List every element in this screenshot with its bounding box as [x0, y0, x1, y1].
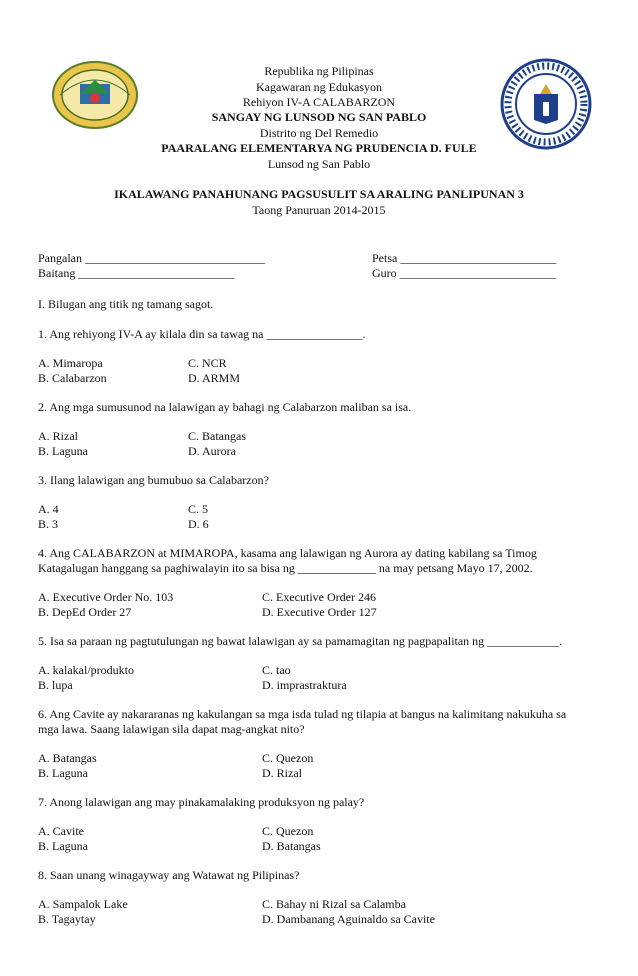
q1-choice-d: D. ARMM [188, 371, 241, 385]
q7-choice-c: C. Quezon [262, 824, 314, 838]
q6-choice-a: A. Batangas [38, 751, 97, 765]
school-year: Taong Panuruan 2014-2015 [252, 203, 386, 217]
question-6-line-1: 6. Ang Cavite ay nakararanas ng kakulangan sa mga isda tulad ng tilapia at bangus na kalimitang nakukuha sa [38, 707, 567, 721]
header-distrito: Distrito ng Del Remedio [259, 126, 379, 140]
instructions: I. Bilugan ang titik ng tamang sagot. [38, 297, 214, 311]
header-school-name: PAARALANG ELEMENTARYA NG PRUDENCIA D. FULE [161, 141, 477, 155]
q5-choice-a: A. kalakal/produkto [38, 663, 134, 677]
q5-choice-d: D. imprastraktura [262, 678, 347, 692]
q8-choice-a: A. Sampalok Lake [38, 897, 128, 911]
q3-choice-a: A. 4 [38, 502, 59, 516]
q4-choice-d: D. Executive Order 127 [262, 605, 377, 619]
q7-choice-d: D. Batangas [262, 839, 321, 853]
q6-choice-b: B. Laguna [38, 766, 88, 780]
header-rehiyon: Rehiyon IV-A CALABARZON [242, 95, 396, 109]
q5-choice-c: C. tao [262, 663, 291, 677]
question-2: 2. Ang mga sumusunod na lalawigan ay bahagi ng Calabarzon maliban sa isa. [38, 400, 412, 414]
question-6-line-2: mga lawa. Saang lalawigan sila dapat mag-angkat nito? [38, 722, 305, 736]
q7-choice-b: B. Laguna [38, 839, 88, 853]
q2-choice-c: C. Batangas [188, 429, 246, 443]
header-republika: Republika ng Pilipinas [264, 64, 374, 78]
q8-choice-d: D. Dambanang Aguinaldo sa Cavite [262, 912, 435, 926]
q1-choice-b: B. Calabarzon [38, 371, 107, 385]
q2-choice-d: D. Aurora [188, 444, 236, 458]
question-4-line-1: 4. Ang CALABARZON at MIMAROPA, kasama ang lalawigan ng Aurora ay dating kabilang sa Timog [38, 546, 537, 560]
q2-choice-a: A. Rizal [38, 429, 78, 443]
q4-choice-c: C. Executive Order 246 [262, 590, 376, 604]
q1-choice-c: C. NCR [188, 356, 227, 370]
q3-choice-b: B. 3 [38, 517, 59, 531]
question-7: 7. Anong lalawigan ang may pinakamalaking produksyon ng palay? [38, 795, 365, 809]
header-sangay: SANGAY NG LUNSOD NG SAN PABLO [211, 110, 427, 124]
question-3: 3. Ilang lalawigan ang bumubuo sa Calabarzon? [38, 473, 269, 487]
field-baitang: Baitang __________________________ [38, 266, 235, 280]
exam-title: IKALAWANG PANAHUNANG PAGSUSULIT SA ARALING PANLIPUNAN 3 [114, 187, 524, 201]
q2-choice-b: B. Laguna [38, 444, 88, 458]
q3-choice-c: C. 5 [188, 502, 209, 516]
question-1: 1. Ang rehiyong IV-A ay kilala din sa tawag na ________________. [38, 327, 366, 341]
field-petsa: Petsa __________________________ [372, 251, 557, 265]
field-pangalan: Pangalan ______________________________ [38, 251, 265, 265]
question-5: 5. Isa sa paraan ng pagtutulungan ng bawat lalawigan ay sa pamamagitan ng pagpapalitan ng ____________. [38, 634, 563, 648]
header-lunsod: Lunsod ng San Pablo [267, 157, 371, 171]
q3-choice-d: D. 6 [188, 517, 209, 531]
question-4-line-2: Katagalugan hanggang sa paghiwalayin ito sa bisa ng _____________ na may petsang Mayo 17, 2002. [38, 561, 533, 575]
q7-choice-a: A. Cavite [38, 824, 84, 838]
question-8: 8. Saan unang winagayway ang Watawat ng Pilipinas? [38, 868, 300, 882]
field-guro: Guro __________________________ [372, 266, 556, 280]
q6-choice-d: D. Rizal [262, 766, 302, 780]
q1-choice-a: A. Mimaropa [38, 356, 103, 370]
q8-choice-c: C. Bahay ni Rizal sa Calamba [262, 897, 406, 911]
q5-choice-b: B. lupa [38, 678, 73, 692]
q4-choice-b: B. DepEd Order 27 [38, 605, 132, 619]
header-kagawaran: Kagawaran ng Edukasyon [256, 80, 382, 94]
q4-choice-a: A. Executive Order No. 103 [38, 590, 174, 604]
q6-choice-c: C. Quezon [262, 751, 314, 765]
q8-choice-b: B. Tagaytay [38, 912, 96, 926]
